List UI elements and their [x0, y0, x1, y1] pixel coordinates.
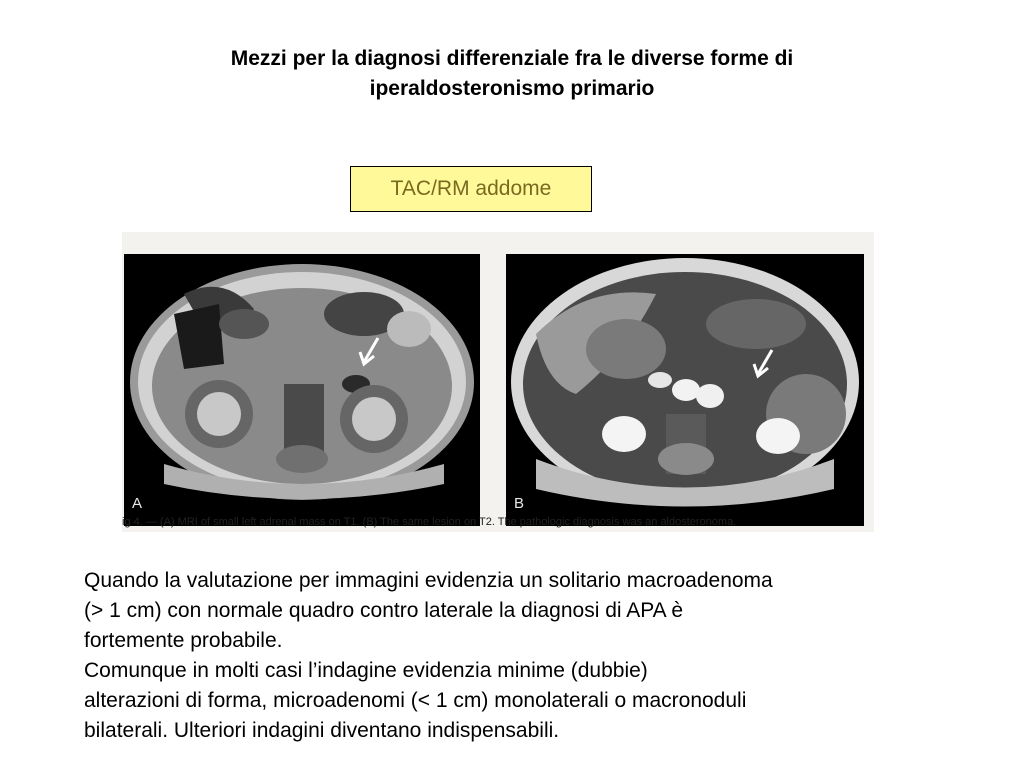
- slide-title: [130, 44, 894, 104]
- slide-title-line-2: iperaldosteronismo primario: [369, 77, 655, 100]
- body-line: bilaterali. Ulteriori indagini diventano indispensabili.: [84, 719, 560, 742]
- mri-panel-b-image: [506, 254, 864, 526]
- figure-caption: ig 4. — (A) MRI of small left adrenal mass on T1. (B) The same lesion on T2. The pathologic diagnosis was an aldosteronoma.: [122, 516, 737, 528]
- panel-a-label: A: [132, 495, 143, 512]
- body-line: fortemente probabile.: [84, 629, 283, 652]
- slide-title-line-1: Mezzi per la diagnosi differenziale fra le diverse forme di: [230, 47, 794, 70]
- mri-figure: [122, 232, 874, 532]
- body-line: alterazioni di forma, microadenomi (< 1 cm) monolaterali o macronoduli: [84, 689, 747, 712]
- panel-b-label: B: [514, 495, 525, 512]
- body-line: Comunque in molti casi l’indagine evidenzia minime (dubbie): [84, 659, 648, 682]
- exam-type-label: TAC/RM addome: [350, 166, 592, 212]
- body-line: (> 1 cm) con normale quadro contro laterale la diagnosi di APA è: [84, 599, 684, 622]
- body-paragraph: [84, 566, 944, 746]
- mri-panel-a-image: [124, 254, 480, 526]
- body-line: Quando la valutazione per immagini evidenzia un solitario macroadenoma: [84, 569, 773, 592]
